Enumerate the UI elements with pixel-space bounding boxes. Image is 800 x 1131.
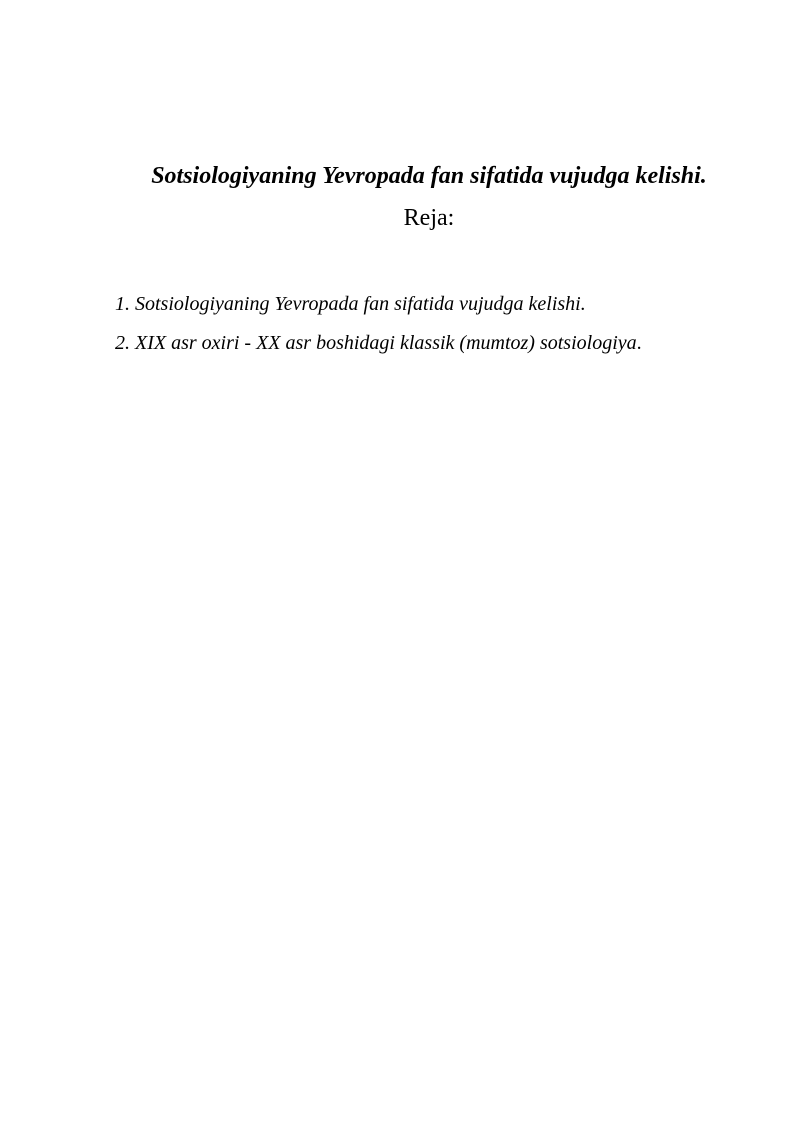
plan-item-number: 1. bbox=[115, 293, 130, 315]
plan-item-1 bbox=[115, 290, 642, 318]
plan-item-text: XIX asr oxiri - XX asr boshidagi klassik (mumtoz) sotsiologiya bbox=[135, 332, 637, 354]
plan-item-text: Sotsiologiyaning Yevropada fan sifatida vujudga kelishi. bbox=[135, 293, 586, 315]
plan-heading: Reja: bbox=[403, 205, 455, 231]
plan-item-number: 2. bbox=[115, 332, 130, 354]
document-title: Sotsiologiyaning Yevropada fan sifatida vujudga kelishi. bbox=[151, 163, 707, 189]
plan-item-2 bbox=[115, 329, 642, 357]
plan-list bbox=[115, 290, 642, 368]
plan-item-trailing-period: . bbox=[636, 332, 642, 354]
